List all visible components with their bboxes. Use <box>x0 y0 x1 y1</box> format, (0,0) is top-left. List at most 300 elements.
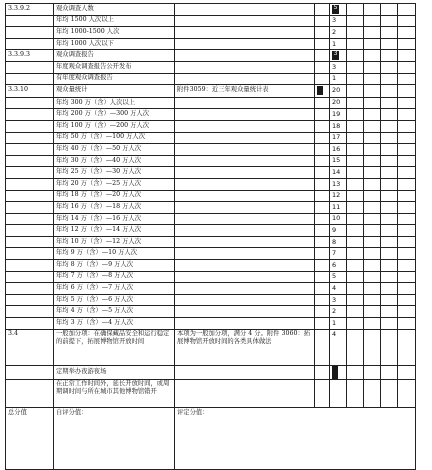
score-row <box>6 38 416 50</box>
item-note: 本项为一般加分项，满分 4 分。附件 3060：拓展博物馆开放时间的各类具体做法 <box>175 329 315 365</box>
spacer-cell <box>315 306 330 318</box>
score-cell <box>398 329 416 365</box>
score-row <box>6 213 416 225</box>
item-note <box>175 260 315 272</box>
score-cell <box>398 271 416 283</box>
score-cell <box>398 283 416 295</box>
max-score: 1 <box>330 73 347 85</box>
score-cell <box>364 167 381 179</box>
score-cell <box>347 27 364 39</box>
item-code <box>6 202 54 214</box>
max-score: 3 <box>330 294 347 306</box>
item-note <box>175 15 315 27</box>
score-cell <box>347 379 364 407</box>
spacer-cell <box>315 283 330 295</box>
score-cell <box>381 178 398 190</box>
item-description: 观众量统计 <box>54 85 175 98</box>
item-code <box>6 178 54 190</box>
item-note <box>175 132 315 144</box>
score-row <box>6 271 416 283</box>
spacer-cell <box>315 379 330 407</box>
score-cell <box>381 27 398 39</box>
score-cell <box>381 155 398 167</box>
max-score <box>330 4 347 16</box>
score-cell <box>364 236 381 248</box>
item-description: 年均 30 万（含）—40 万人次 <box>54 155 175 167</box>
score-cell <box>398 4 416 16</box>
spacer-cell <box>315 73 330 85</box>
score-cell <box>347 4 364 16</box>
spacer-cell <box>315 120 330 132</box>
item-note <box>175 318 315 330</box>
score-cell <box>398 236 416 248</box>
item-note <box>175 38 315 50</box>
score-cell <box>364 294 381 306</box>
item-description: 年均 50 万（含）—100 万人次 <box>54 132 175 144</box>
item-note <box>175 61 315 73</box>
item-code <box>6 97 54 109</box>
score-row <box>6 294 416 306</box>
max-score: 15 <box>330 155 347 167</box>
score-cell <box>381 271 398 283</box>
score-cell <box>364 61 381 73</box>
score-cell <box>347 73 364 85</box>
score-cell <box>347 202 364 214</box>
score-cell <box>381 225 398 237</box>
score-row <box>6 73 416 85</box>
score-cell <box>398 97 416 109</box>
item-description: 年均 40 万（含）—50 万人次 <box>54 144 175 156</box>
item-code <box>6 379 54 407</box>
score-cell <box>347 97 364 109</box>
score-cell <box>364 260 381 272</box>
score-cell <box>347 190 364 202</box>
score-row <box>6 178 416 190</box>
max-score <box>330 50 347 62</box>
item-description: 年度观众调查报告公开发布 <box>54 61 175 73</box>
score-cell <box>364 4 381 16</box>
score-row <box>6 4 416 16</box>
score-cell <box>364 144 381 156</box>
score-cell <box>364 120 381 132</box>
item-note <box>175 73 315 85</box>
item-note <box>175 306 315 318</box>
item-description: 在正常工作时间外，延长开放时间，或周期调时间与所在城市其他博物馆错开 <box>54 379 175 407</box>
item-description: 年均 5 万（含）—6 万人次 <box>54 294 175 306</box>
spacer-cell <box>315 271 330 283</box>
spacer-cell <box>315 85 330 98</box>
item-note <box>175 97 315 109</box>
highlighted-score: 3 <box>332 51 339 60</box>
item-code <box>6 248 54 260</box>
max-score <box>330 379 347 407</box>
score-row <box>6 236 416 248</box>
spacer-cell <box>315 178 330 190</box>
score-cell <box>364 329 381 365</box>
item-code <box>6 132 54 144</box>
score-cell <box>398 306 416 318</box>
score-cell <box>347 61 364 73</box>
item-note <box>175 167 315 179</box>
score-cell <box>381 85 398 98</box>
score-cell <box>398 85 416 98</box>
item-description: 年均 1000-1500 人次 <box>54 27 175 39</box>
filled-marker <box>332 366 338 379</box>
max-score: 16 <box>330 144 347 156</box>
item-description: 年均 12 万（含）—14 万人次 <box>54 225 175 237</box>
score-cell <box>381 73 398 85</box>
score-cell <box>381 329 398 365</box>
spacer-cell <box>315 236 330 248</box>
score-row <box>6 306 416 318</box>
spacer-cell <box>315 50 330 62</box>
item-description: 观众调查报告 <box>54 50 175 62</box>
max-score: 18 <box>330 120 347 132</box>
score-cell <box>398 144 416 156</box>
score-row <box>6 202 416 214</box>
score-row <box>6 225 416 237</box>
item-code <box>6 73 54 85</box>
item-description: 年均 16 万（含）—18 万人次 <box>54 202 175 214</box>
max-score: 20 <box>330 97 347 109</box>
item-code: 3.3.9.3 <box>6 50 54 62</box>
score-cell <box>398 15 416 27</box>
score-row <box>6 15 416 27</box>
max-score: 3 <box>330 15 347 27</box>
score-cell <box>398 132 416 144</box>
item-code <box>6 365 54 379</box>
max-score: 5 <box>330 271 347 283</box>
score-row-night <box>6 365 416 379</box>
score-cell <box>347 271 364 283</box>
score-cell <box>364 178 381 190</box>
score-cell <box>364 283 381 295</box>
spacer-cell <box>315 27 330 39</box>
item-note <box>175 283 315 295</box>
item-note <box>175 202 315 214</box>
spacer-cell <box>315 167 330 179</box>
item-code <box>6 15 54 27</box>
spacer-cell <box>315 61 330 73</box>
item-description: 年均 1000 人次以下 <box>54 38 175 50</box>
item-code <box>6 318 54 330</box>
total-label: 总分值 <box>6 407 54 469</box>
score-cell <box>364 27 381 39</box>
item-description: 有年度观众调查报告 <box>54 73 175 85</box>
highlighted-score: 5 <box>332 5 339 14</box>
score-cell <box>381 190 398 202</box>
max-score: 2 <box>330 306 347 318</box>
item-description: 年均 14 万（含）—16 万人次 <box>54 213 175 225</box>
score-cell <box>398 109 416 121</box>
spacer-cell <box>315 213 330 225</box>
item-code <box>6 213 54 225</box>
score-cell <box>398 318 416 330</box>
score-cell <box>381 109 398 121</box>
score-cell <box>347 248 364 260</box>
item-note <box>175 236 315 248</box>
item-code <box>6 38 54 50</box>
score-cell <box>347 85 364 98</box>
score-cell <box>398 167 416 179</box>
score-cell <box>364 73 381 85</box>
score-cell <box>347 38 364 50</box>
score-row <box>6 27 416 39</box>
score-cell <box>347 120 364 132</box>
item-description: 一般加分项：在确保藏品安全和运行稳定的前提下，拓展博物馆开放时间 <box>54 329 175 365</box>
item-note <box>175 271 315 283</box>
item-description: 年均 200 万（含）—300 万人次 <box>54 109 175 121</box>
score-row <box>6 97 416 109</box>
score-cell <box>381 120 398 132</box>
item-code <box>6 109 54 121</box>
item-description: 年均 8 万（含）—9 万人次 <box>54 260 175 272</box>
max-score: 4 <box>330 283 347 295</box>
score-cell <box>398 225 416 237</box>
score-cell <box>381 283 398 295</box>
max-score: 8 <box>330 236 347 248</box>
score-cell <box>347 15 364 27</box>
item-note <box>175 178 315 190</box>
item-note: 附件3059：近三年观众量统计表 <box>175 85 315 98</box>
score-cell <box>364 225 381 237</box>
score-cell <box>364 109 381 121</box>
max-score: 7 <box>330 248 347 260</box>
item-note <box>175 213 315 225</box>
score-cell <box>347 213 364 225</box>
score-cell <box>381 132 398 144</box>
score-cell <box>364 248 381 260</box>
item-note <box>175 50 315 62</box>
item-code <box>6 236 54 248</box>
score-cell <box>347 109 364 121</box>
score-cell <box>398 178 416 190</box>
score-cell <box>398 213 416 225</box>
review-score-field[interactable]: 评定分值： <box>175 407 416 469</box>
score-cell <box>364 379 381 407</box>
score-cell <box>364 97 381 109</box>
item-code <box>6 155 54 167</box>
spacer-cell <box>315 225 330 237</box>
score-cell <box>364 38 381 50</box>
score-cell <box>381 379 398 407</box>
score-cell <box>347 260 364 272</box>
score-row <box>6 144 416 156</box>
spacer-cell <box>315 109 330 121</box>
item-note <box>175 27 315 39</box>
item-note <box>175 109 315 121</box>
max-score: 19 <box>330 109 347 121</box>
item-code <box>6 260 54 272</box>
spacer-cell <box>315 144 330 156</box>
score-cell <box>398 61 416 73</box>
score-cell <box>381 202 398 214</box>
score-cell <box>398 379 416 407</box>
item-code <box>6 120 54 132</box>
score-cell <box>364 271 381 283</box>
item-code: 3.4 <box>6 329 54 365</box>
item-description: 年均 25 万（含）—30 万人次 <box>54 167 175 179</box>
spacer-cell <box>315 155 330 167</box>
scoring-table <box>5 3 416 470</box>
score-cell <box>347 225 364 237</box>
score-cell <box>364 202 381 214</box>
score-cell <box>347 132 364 144</box>
score-cell <box>398 202 416 214</box>
score-row <box>6 260 416 272</box>
score-row <box>6 61 416 73</box>
max-score: 3 <box>330 61 347 73</box>
item-description: 年均 20 万（含）—25 万人次 <box>54 178 175 190</box>
item-description: 年均 300 万（含）人次以上 <box>54 97 175 109</box>
max-score <box>330 365 347 379</box>
score-cell <box>398 190 416 202</box>
score-row <box>6 283 416 295</box>
score-cell <box>381 38 398 50</box>
score-row <box>6 85 416 98</box>
item-code <box>6 225 54 237</box>
score-cell <box>398 27 416 39</box>
spacer-cell <box>315 202 330 214</box>
item-code <box>6 306 54 318</box>
max-score: 6 <box>330 260 347 272</box>
score-cell <box>347 318 364 330</box>
item-code <box>6 61 54 73</box>
score-cell <box>381 294 398 306</box>
item-description: 年均 4 万（含）—5 万人次 <box>54 306 175 318</box>
score-cell <box>398 365 416 379</box>
score-cell <box>364 306 381 318</box>
score-row-extended <box>6 379 416 407</box>
item-note <box>175 155 315 167</box>
item-description: 年均 10 万（含）—12 万人次 <box>54 236 175 248</box>
score-cell <box>364 213 381 225</box>
spacer-cell <box>315 248 330 260</box>
item-note <box>175 248 315 260</box>
spacer-cell <box>315 260 330 272</box>
score-cell <box>381 144 398 156</box>
item-note <box>175 190 315 202</box>
item-code: 3.3.10 <box>6 85 54 98</box>
score-cell <box>398 73 416 85</box>
item-note <box>175 379 315 407</box>
spacer-cell <box>315 329 330 365</box>
score-cell <box>347 306 364 318</box>
item-code <box>6 190 54 202</box>
score-cell <box>398 294 416 306</box>
score-cell <box>347 167 364 179</box>
score-cell <box>381 236 398 248</box>
max-score: 4 <box>330 329 347 365</box>
spacer-cell <box>315 365 330 379</box>
score-row <box>6 50 416 62</box>
spacer-cell <box>315 132 330 144</box>
filled-marker <box>317 86 323 95</box>
score-row <box>6 120 416 132</box>
scoring-table-page <box>5 3 416 470</box>
score-cell <box>364 318 381 330</box>
max-score: 1 <box>330 318 347 330</box>
score-cell <box>381 260 398 272</box>
score-cell <box>381 15 398 27</box>
max-score: 13 <box>330 178 347 190</box>
item-note <box>175 120 315 132</box>
score-cell <box>398 38 416 50</box>
item-description: 定期举办夜游夜场 <box>54 365 175 379</box>
score-cell <box>347 155 364 167</box>
item-description: 年均 100 万（含）—200 万人次 <box>54 120 175 132</box>
max-score: 1 <box>330 38 347 50</box>
max-score: 17 <box>330 132 347 144</box>
score-cell <box>398 260 416 272</box>
score-row <box>6 167 416 179</box>
total-row <box>6 407 416 469</box>
item-note <box>175 144 315 156</box>
score-cell <box>381 61 398 73</box>
max-score: 20 <box>330 85 347 98</box>
item-description: 年均 6 万（含）—7 万人次 <box>54 283 175 295</box>
spacer-cell <box>315 190 330 202</box>
score-cell <box>381 318 398 330</box>
item-code: 3.3.9.2 <box>6 4 54 16</box>
score-cell <box>364 365 381 379</box>
item-note <box>175 365 315 379</box>
score-row <box>6 132 416 144</box>
spacer-cell <box>315 318 330 330</box>
max-score: 12 <box>330 190 347 202</box>
score-cell <box>364 15 381 27</box>
spacer-cell <box>315 4 330 16</box>
spacer-cell <box>315 294 330 306</box>
item-description: 年均 3 万（含）—4 万人次 <box>54 318 175 330</box>
score-cell <box>364 155 381 167</box>
self-score-field[interactable]: 自评分值： <box>54 407 175 469</box>
score-cell <box>381 50 398 62</box>
item-note <box>175 4 315 16</box>
score-cell <box>398 50 416 62</box>
spacer-cell <box>315 15 330 27</box>
item-description: 年均 1500 人次以上 <box>54 15 175 27</box>
score-cell <box>381 97 398 109</box>
score-row-3-4 <box>6 329 416 365</box>
score-cell <box>347 144 364 156</box>
max-score: 2 <box>330 27 347 39</box>
score-cell <box>364 132 381 144</box>
max-score: 10 <box>330 213 347 225</box>
score-row <box>6 155 416 167</box>
item-code <box>6 271 54 283</box>
item-code <box>6 283 54 295</box>
score-cell <box>364 85 381 98</box>
item-code <box>6 167 54 179</box>
score-cell <box>347 50 364 62</box>
item-code <box>6 144 54 156</box>
score-cell <box>398 155 416 167</box>
score-cell <box>347 283 364 295</box>
score-cell <box>347 365 364 379</box>
max-score: 11 <box>330 202 347 214</box>
item-code <box>6 294 54 306</box>
score-cell <box>347 236 364 248</box>
score-cell <box>381 365 398 379</box>
max-score: 14 <box>330 167 347 179</box>
score-row <box>6 109 416 121</box>
score-row <box>6 248 416 260</box>
score-cell <box>381 213 398 225</box>
score-cell <box>364 50 381 62</box>
score-cell <box>381 167 398 179</box>
score-cell <box>347 329 364 365</box>
